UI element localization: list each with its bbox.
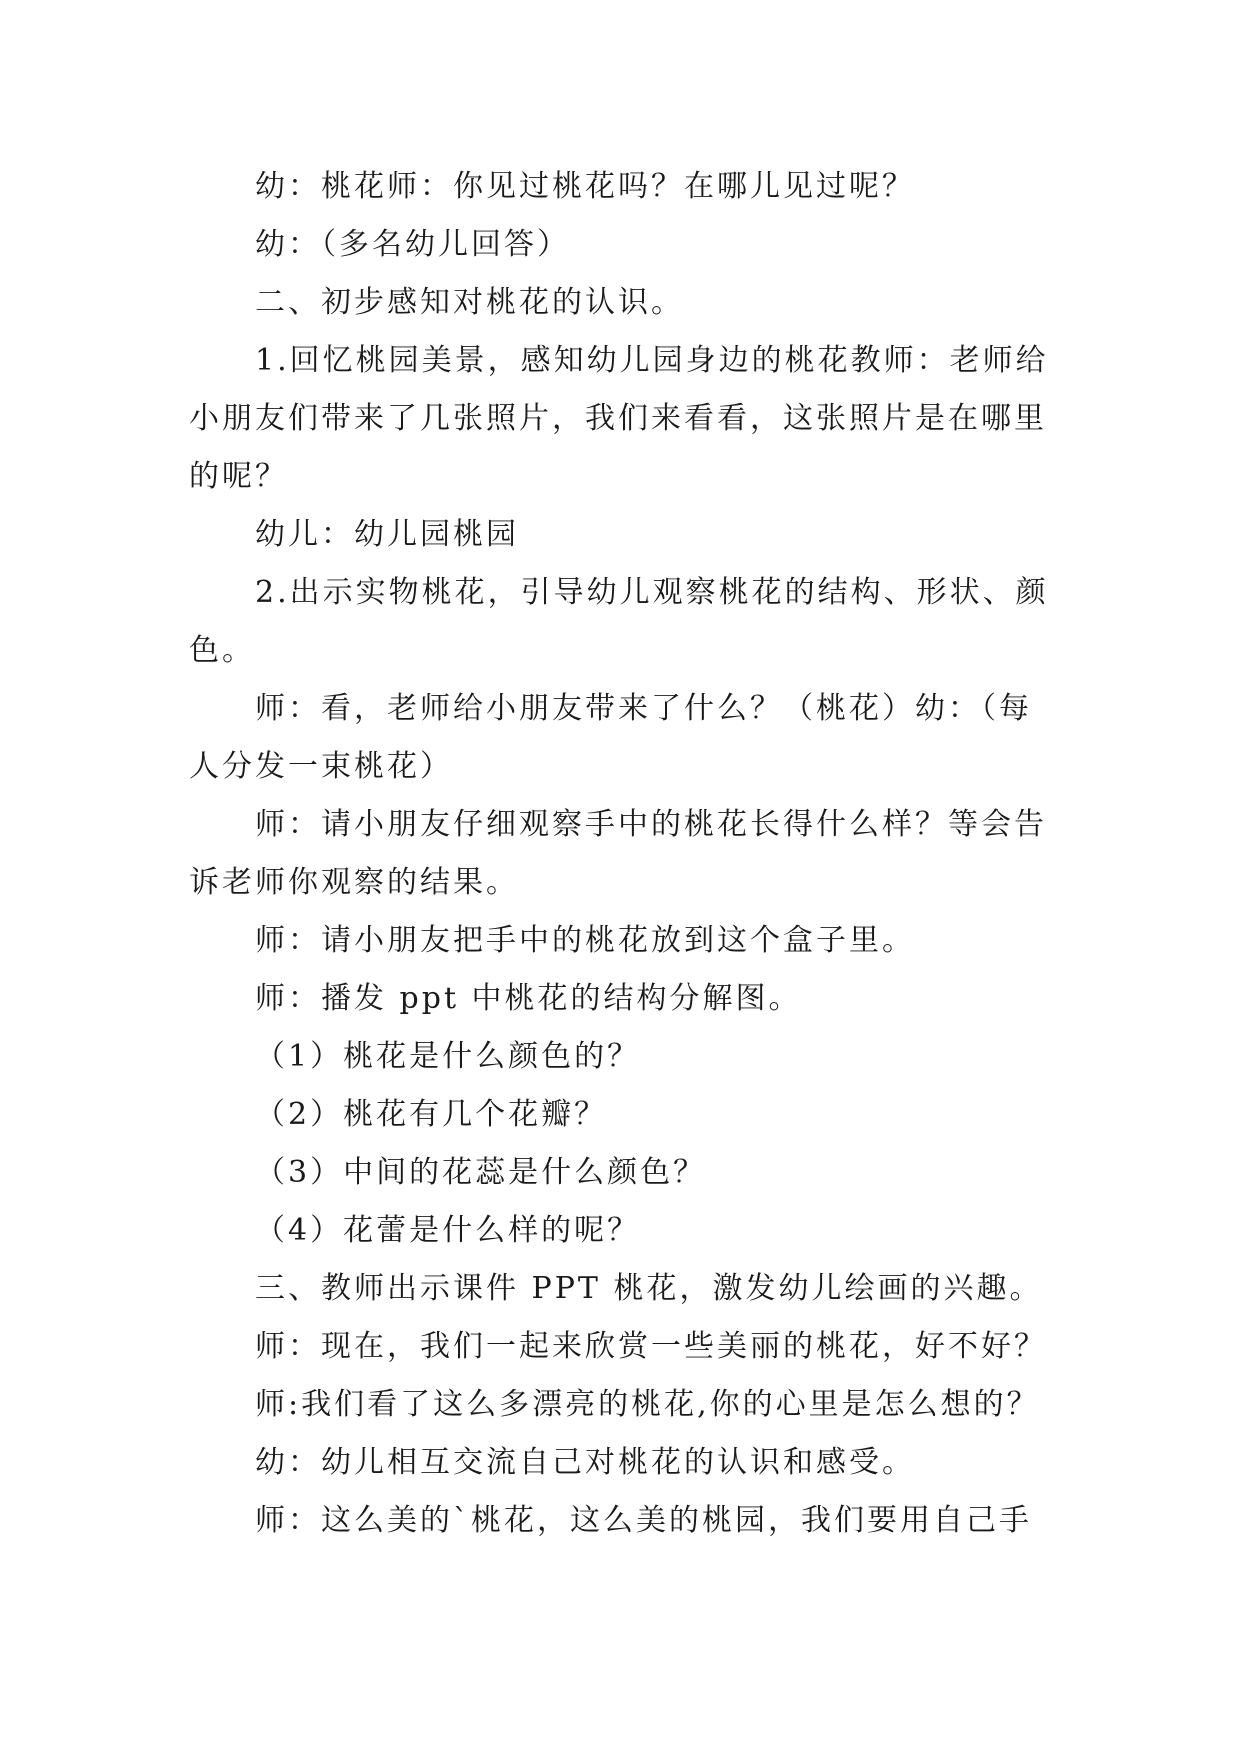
paragraph-line: 师：请小朋友仔细观察手中的桃花长得什么样？等会告 bbox=[255, 807, 1047, 842]
list-item: （1）桃花是什么颜色的？ bbox=[255, 1039, 641, 1074]
list-item: （2）桃花有几个花瓣？ bbox=[255, 1097, 608, 1132]
section-heading: 三、教师出示课件 PPT 桃花，激发幼儿绘画的兴趣。 bbox=[255, 1271, 1043, 1306]
paragraph-line: 幼：桃花师：你见过桃花吗？在哪儿见过呢？ bbox=[255, 169, 915, 204]
paragraph-line: 师：这么美的`桃花，这么美的桃园，我们要用自己手 bbox=[255, 1503, 1032, 1538]
paragraph-line: 1.回忆桃园美景，感知幼儿园身边的桃花教师：老师给 bbox=[255, 343, 1049, 378]
paragraph-line: 幼儿：幼儿园桃园 bbox=[255, 517, 519, 552]
document-body bbox=[189, 158, 1049, 1550]
paragraph-line: 师：看，老师给小朋友带来了什么？（桃花）幼：（每 bbox=[255, 691, 1032, 726]
paragraph-line: 师：播发 ppt 中桃花的结构分解图。 bbox=[255, 981, 802, 1016]
paragraph-line: 色。 bbox=[189, 633, 255, 668]
paragraph-line: 小朋友们带来了几张照片，我们来看看，这张照片是在哪里 bbox=[189, 401, 1047, 436]
paragraph-line: 的呢？ bbox=[189, 459, 288, 494]
paragraph-line: 诉老师你观察的结果。 bbox=[189, 865, 519, 900]
paragraph-line: 2.出示实物桃花，引导幼儿观察桃花的结构、形状、颜 bbox=[255, 575, 1049, 610]
paragraph-line: 师：现在，我们一起来欣赏一些美丽的桃花，好不好？ bbox=[255, 1329, 1047, 1364]
list-item: （3）中间的花蕊是什么颜色？ bbox=[255, 1155, 707, 1190]
list-item: （4）花蕾是什么样的呢？ bbox=[255, 1213, 641, 1248]
paragraph-line: 幼：幼儿相互交流自己对桃花的认识和感受。 bbox=[255, 1445, 915, 1480]
paragraph-line: 师：请小朋友把手中的桃花放到这个盒子里。 bbox=[255, 923, 915, 958]
paragraph-line: 师:我们看了这么多漂亮的桃花,你的心里是怎么想的？ bbox=[255, 1387, 1040, 1422]
section-heading: 二、初步感知对桃花的认识。 bbox=[255, 285, 684, 320]
paragraph-line: 幼：（多名幼儿回答） bbox=[255, 227, 570, 262]
paragraph-line: 人分发一束桃花） bbox=[189, 749, 453, 784]
